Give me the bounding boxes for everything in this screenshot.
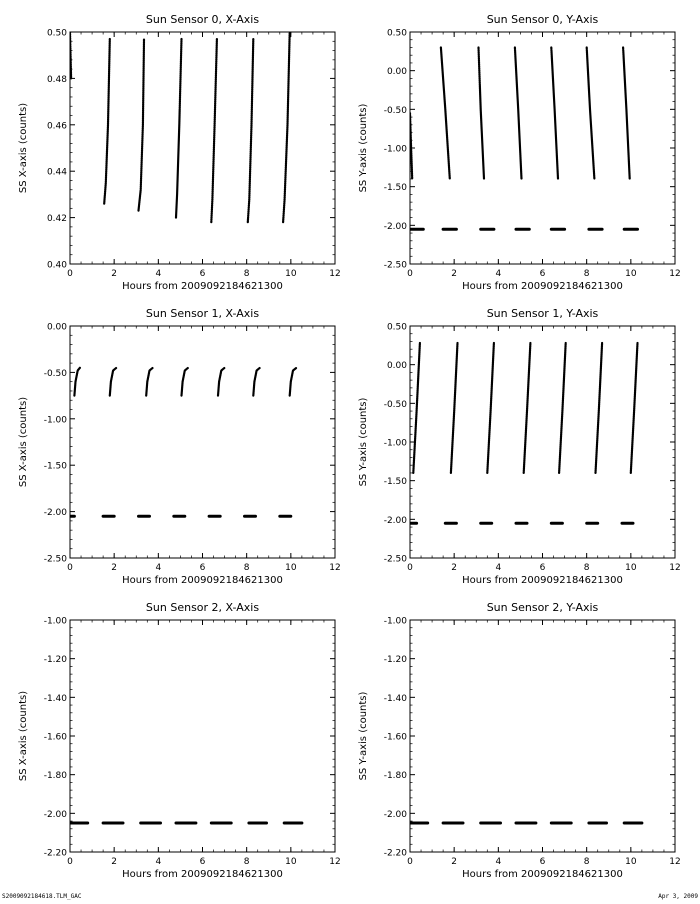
y-tick-label: 0.48 [46, 74, 67, 85]
y-axis-label: SS X-axis (counts) [18, 102, 29, 194]
plot-frame [410, 620, 675, 852]
x-tick-label: 10 [625, 269, 637, 279]
chart-title: Sun Sensor 1, X-Axis [145, 307, 260, 320]
y-tick-label: -1.20 [383, 655, 407, 666]
y-tick-label: 0.00 [386, 361, 407, 372]
data-segment [104, 39, 110, 204]
x-tick-label: 4 [155, 563, 162, 573]
y-tick-label: -1.80 [43, 771, 67, 782]
x-axis-label: Hours from 2009092184621300 [122, 869, 283, 880]
chart-title: Sun Sensor 2, X-Axis [145, 601, 260, 614]
x-tick-label: 10 [285, 563, 297, 573]
data-segment [176, 39, 182, 218]
y-tick-label: -1.60 [43, 732, 67, 743]
x-tick-label: 8 [243, 269, 250, 279]
y-tick-label: -2.00 [383, 221, 407, 232]
x-tick-label: 6 [199, 857, 206, 867]
x-tick-label: 8 [583, 269, 590, 279]
data-segment [631, 343, 638, 473]
y-tick-label: 0.00 [46, 322, 67, 333]
y-tick-label: -1.00 [383, 616, 407, 627]
x-tick-label: 10 [625, 857, 637, 867]
x-tick-label: 0 [407, 269, 413, 279]
y-tick-label: 0.50 [46, 28, 67, 39]
y-tick-label: -2.50 [383, 260, 407, 271]
chart-panel [358, 601, 681, 880]
x-tick-label: 4 [495, 269, 502, 279]
data-points [408, 343, 638, 523]
y-tick-label: 0.00 [386, 67, 407, 78]
chart-title: Sun Sensor 0, X-Axis [145, 13, 260, 26]
chart-panel [18, 601, 341, 880]
x-tick-label: 2 [451, 269, 458, 279]
chart-title: Sun Sensor 2, Y-Axis [486, 601, 599, 614]
y-tick-label: -0.50 [383, 105, 407, 116]
data-segment [211, 39, 217, 222]
data-segment [218, 368, 225, 396]
footer-filename: S2009092184618.TLM_GAC [2, 893, 82, 900]
y-tick-label: 0.50 [386, 322, 407, 333]
y-tick-label: -1.20 [43, 655, 67, 666]
y-tick-label: -2.00 [43, 508, 67, 519]
data-segment [182, 368, 189, 396]
data-segment [290, 368, 297, 396]
plot-frame [70, 326, 335, 558]
chart-panel [18, 307, 341, 586]
y-tick-label: -2.00 [43, 809, 67, 820]
data-segment [487, 343, 494, 473]
x-tick-label: 12 [669, 269, 681, 279]
chart-panel [358, 13, 681, 292]
x-tick-label: 6 [539, 269, 546, 279]
y-tick-label: -1.80 [383, 771, 407, 782]
x-axis-label: Hours from 2009092184621300 [122, 575, 283, 586]
data-segment [413, 343, 420, 473]
x-tick-label: 6 [539, 857, 546, 867]
y-tick-label: -1.60 [383, 732, 407, 743]
x-tick-label: 8 [583, 563, 590, 573]
data-segment [515, 48, 522, 179]
data-segment [74, 368, 80, 396]
x-tick-label: 0 [67, 269, 73, 279]
data-segment [253, 368, 260, 396]
data-segment [248, 39, 254, 222]
x-tick-label: 4 [495, 857, 502, 867]
x-tick-label: 0 [407, 857, 413, 867]
chart-title: Sun Sensor 1, Y-Axis [486, 307, 599, 320]
chart-panel [358, 307, 681, 586]
x-axis-label: Hours from 2009092184621300 [462, 869, 623, 880]
y-axis-label: SS X-axis (counts) [18, 396, 29, 488]
x-axis-label: Hours from 2009092184621300 [462, 575, 623, 586]
x-tick-label: 2 [111, 563, 118, 573]
y-tick-label: -2.50 [43, 554, 67, 565]
y-tick-label: -2.00 [383, 809, 407, 820]
y-tick-label: 0.40 [46, 260, 67, 271]
data-segment [139, 39, 145, 211]
x-tick-label: 6 [199, 563, 206, 573]
footer-date: Apr 3, 2009 [658, 893, 698, 900]
x-tick-label: 0 [407, 563, 413, 573]
y-tick-label: -1.40 [383, 693, 407, 704]
y-tick-label: 0.42 [46, 214, 67, 225]
x-tick-label: 2 [111, 269, 118, 279]
x-tick-label: 2 [451, 563, 458, 573]
x-tick-label: 6 [199, 269, 206, 279]
y-axis-label: SS Y-axis (counts) [358, 397, 369, 487]
data-segment [596, 343, 603, 473]
x-tick-label: 6 [539, 563, 546, 573]
x-tick-label: 10 [285, 857, 297, 867]
x-tick-label: 8 [243, 563, 250, 573]
data-points [408, 48, 638, 230]
plot-frame [70, 620, 335, 852]
chart-panel [18, 13, 341, 292]
data-segment [70, 32, 71, 78]
data-points [68, 368, 297, 516]
y-tick-label: -2.00 [383, 515, 407, 526]
data-segment [451, 343, 458, 473]
x-axis-label: Hours from 2009092184621300 [462, 281, 623, 292]
y-tick-label: -2.20 [383, 848, 407, 859]
y-tick-label: -1.50 [383, 183, 407, 194]
x-tick-label: 8 [583, 857, 590, 867]
chart-title: Sun Sensor 0, Y-Axis [486, 13, 599, 26]
y-tick-label: -1.40 [43, 693, 67, 704]
x-axis-label: Hours from 2009092184621300 [122, 281, 283, 292]
y-axis-label: SS Y-axis (counts) [358, 103, 369, 193]
x-tick-label: 4 [155, 269, 162, 279]
x-tick-label: 8 [243, 857, 250, 867]
data-segment [283, 32, 290, 222]
y-tick-label: 0.46 [46, 121, 67, 132]
x-tick-label: 0 [67, 563, 73, 573]
x-tick-label: 0 [67, 857, 73, 867]
data-points [70, 32, 290, 222]
x-tick-label: 12 [329, 563, 341, 573]
x-tick-label: 10 [625, 563, 637, 573]
x-tick-label: 12 [669, 857, 681, 867]
data-segment [587, 48, 595, 179]
y-tick-label: -1.00 [383, 144, 407, 155]
y-tick-label: -1.00 [43, 616, 67, 627]
x-tick-label: 10 [285, 269, 297, 279]
y-tick-label: -1.00 [383, 438, 407, 449]
data-segment [110, 368, 117, 396]
x-tick-label: 2 [111, 857, 118, 867]
x-tick-label: 4 [495, 563, 502, 573]
y-tick-label: -1.50 [383, 477, 407, 488]
data-segment [441, 48, 450, 179]
y-axis-label: SS X-axis (counts) [18, 690, 29, 782]
y-tick-label: -2.20 [43, 848, 67, 859]
data-segment [551, 48, 558, 179]
y-axis-label: SS Y-axis (counts) [358, 691, 369, 781]
data-segment [146, 368, 153, 396]
x-tick-label: 12 [669, 563, 681, 573]
y-tick-label: -2.50 [383, 554, 407, 565]
data-segment [559, 343, 566, 473]
y-tick-label: -0.50 [43, 368, 67, 379]
y-tick-label: -0.50 [383, 399, 407, 410]
y-tick-label: 0.50 [386, 28, 407, 39]
y-tick-label: -1.00 [43, 415, 67, 426]
x-tick-label: 4 [155, 857, 162, 867]
data-segment [623, 48, 630, 179]
x-tick-label: 12 [329, 269, 341, 279]
data-segment [524, 343, 531, 473]
x-tick-label: 12 [329, 857, 341, 867]
data-segment [479, 48, 485, 179]
y-tick-label: 0.44 [46, 167, 67, 178]
x-tick-label: 2 [451, 857, 458, 867]
y-tick-label: -1.50 [43, 461, 67, 472]
